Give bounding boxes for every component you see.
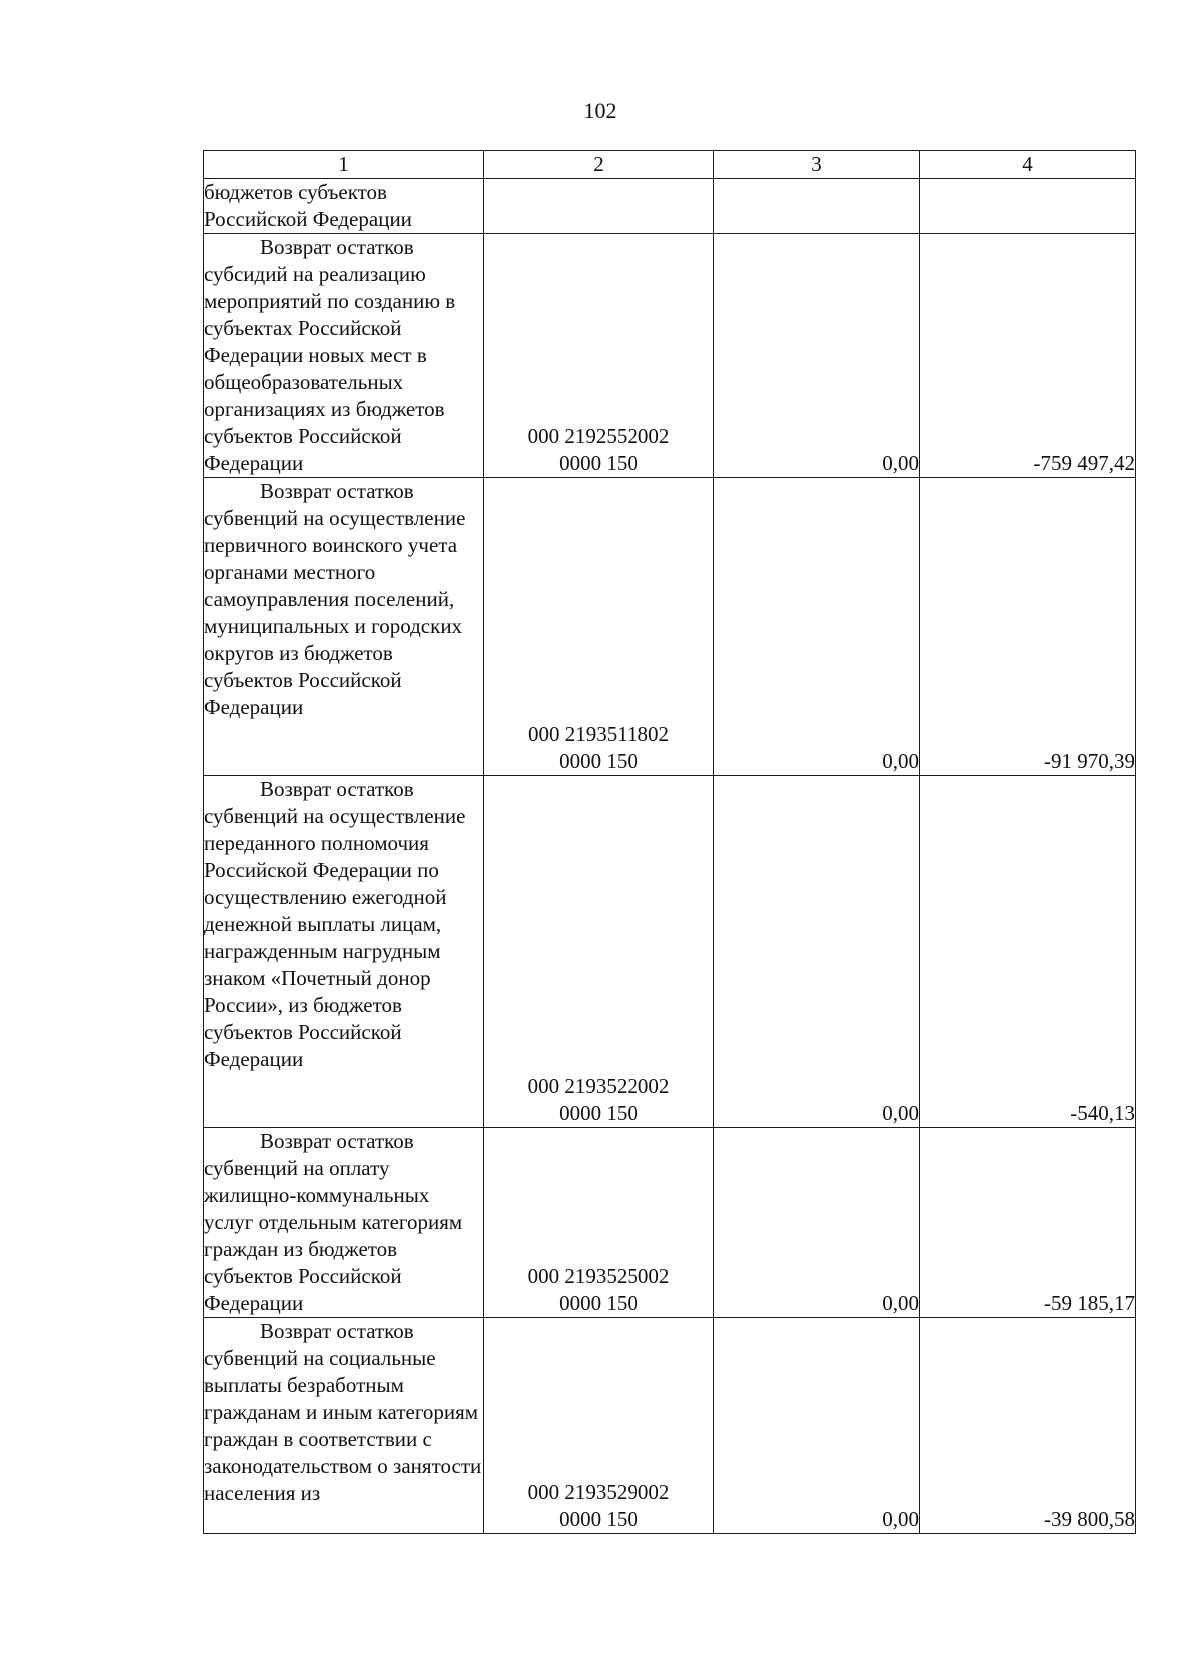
row-code-cell <box>484 234 714 478</box>
table-row <box>204 1128 1136 1318</box>
row-code-line-1: 000 2193511802 <box>528 722 669 746</box>
row-col4-cell: -91 970,39 <box>920 478 1136 776</box>
row-col4-cell: -39 800,58 <box>920 1318 1136 1534</box>
row-col3-cell <box>714 179 920 234</box>
row-code-line-1: 000 2192552002 <box>527 424 670 448</box>
column-header-2: 2 <box>484 151 714 179</box>
row-code-line-2: 0000 150 <box>559 1101 638 1125</box>
row-name: бюджетов субъектов Российской Федерации <box>204 180 412 231</box>
row-name-cell <box>204 1318 484 1534</box>
row-name: Возврат остатков субсидий на реализацию мероприятий по созданию в субъектах Российской Федерации новых мест в общеобразовательных организациях из бюджетов субъектов Российской Федерации <box>204 235 456 475</box>
table-row <box>204 776 1136 1128</box>
row-col3-cell: 0,00 <box>714 478 920 776</box>
row-col4-cell: -540,13 <box>920 776 1136 1128</box>
row-code-line-2: 0000 150 <box>559 451 638 475</box>
row-name: Возврат остатков субвенций на осуществление переданного полномочия Российской Федерации по осуществлению ежегодной денежной выплаты лицам, награжденным нагрудным знаком «Почетный донор России», из бюджетов субъектов Российской Федерации <box>204 777 466 1071</box>
row-name-cell <box>204 776 484 1128</box>
row-code-cell <box>484 1128 714 1318</box>
row-name-cell <box>204 234 484 478</box>
row-code-cell <box>484 179 714 234</box>
row-code-line-1: 000 2193525002 <box>527 1264 670 1288</box>
row-col4-cell: -759 497,42 <box>920 234 1136 478</box>
column-header-4: 4 <box>920 151 1136 179</box>
row-name: Возврат остатков субвенций на осуществление первичного воинского учета органами местного самоуправления поселений, муниципальных и городских округов из бюджетов субъектов Российской Федерации <box>204 479 466 719</box>
column-header-3: 3 <box>714 151 920 179</box>
table-row <box>204 478 1136 776</box>
row-name-cell <box>204 179 484 234</box>
row-name: Возврат остатков субвенций на оплату жилищно-коммунальных услуг отдельным категориям граждан из бюджетов субъектов Российской Федерации <box>204 1129 463 1315</box>
row-code-cell <box>484 478 714 776</box>
table-row <box>204 1318 1136 1534</box>
column-header-1: 1 <box>204 151 484 179</box>
row-name-cell <box>204 478 484 776</box>
row-col3-cell: 0,00 <box>714 234 920 478</box>
row-col4-cell <box>920 179 1136 234</box>
row-col3-cell: 0,00 <box>714 1128 920 1318</box>
row-code-line-1: 000 2193522002 <box>527 1074 670 1098</box>
table-row <box>204 179 1136 234</box>
row-name-cell <box>204 1128 484 1318</box>
row-col4-cell: -59 185,17 <box>920 1128 1136 1318</box>
budget-table <box>203 150 1136 1534</box>
row-col3-cell: 0,00 <box>714 776 920 1128</box>
row-code-line-2: 0000 150 <box>559 1291 638 1315</box>
row-code-line-2: 0000 150 <box>559 749 638 773</box>
row-code-cell <box>484 776 714 1128</box>
row-name: Возврат остатков субвенций на социальные выплаты безработным гражданам и иным категориям граждан в соответствии с законодательством о занятости населения из <box>204 1319 482 1505</box>
page-number: 102 <box>583 98 617 123</box>
row-code-line-1: 000 2193529002 <box>527 1480 670 1504</box>
row-col3-cell: 0,00 <box>714 1318 920 1534</box>
row-code-cell <box>484 1318 714 1534</box>
row-code-line-2: 0000 150 <box>559 1507 638 1531</box>
table-row <box>204 234 1136 478</box>
table-header-row <box>204 151 1136 179</box>
